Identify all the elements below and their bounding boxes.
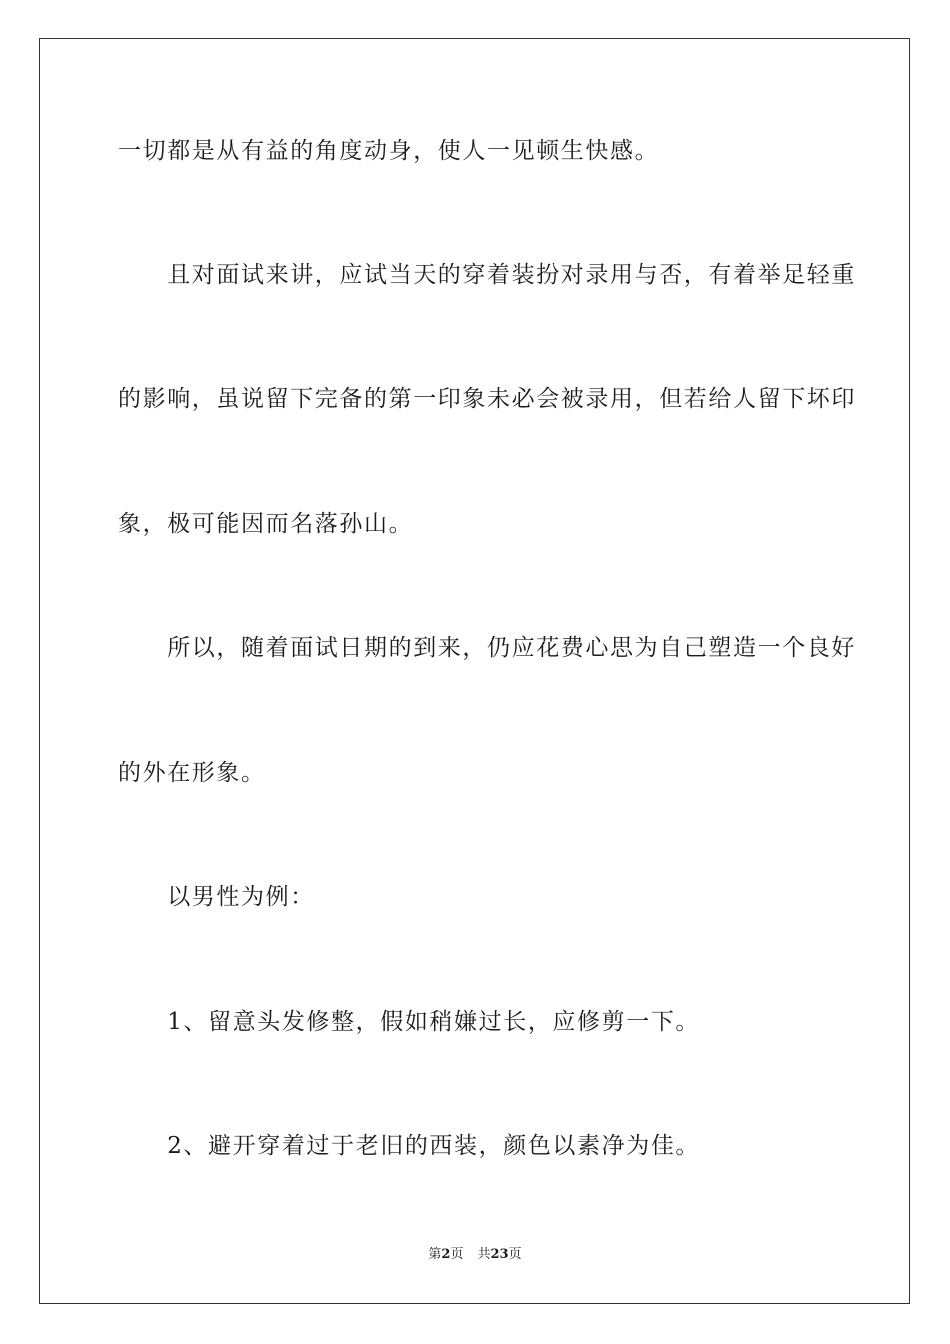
paragraph-line: 所以，随着面试日期的到来，仍应花费心思为自己塑造一个良好 <box>118 635 856 661</box>
page-border <box>39 38 910 1304</box>
total-prefix: 共 <box>477 1247 491 1262</box>
paragraph-line: 的外在形象。 <box>118 760 266 786</box>
paragraph-line: 以男性为例： <box>118 884 315 910</box>
page-suffix: 页 <box>450 1247 464 1262</box>
page-prefix: 第 <box>428 1247 442 1262</box>
paragraph-line: 的影响，虽说留下完备的第一印象未必会被录用，但若给人留下坏印 <box>118 386 856 412</box>
page-footer <box>0 1246 950 1264</box>
paragraph-line: 象，极可能因而名落孙山。 <box>118 511 414 537</box>
list-item: 1、留意头发修整，假如稍嫌过长，应修剪一下。 <box>118 1009 701 1035</box>
page-number: 2 <box>441 1247 451 1262</box>
total-suffix: 页 <box>508 1247 522 1262</box>
paragraph-line: 一切都是从有益的角度动身，使人一见顿生快感。 <box>118 138 660 164</box>
paragraph-line: 且对面试来讲，应试当天的穿着装扮对录用与否，有着举足轻重 <box>118 262 856 288</box>
list-item: 2、避开穿着过于老旧的西装，颜色以素净为佳。 <box>118 1133 701 1159</box>
total-pages: 23 <box>490 1247 509 1262</box>
